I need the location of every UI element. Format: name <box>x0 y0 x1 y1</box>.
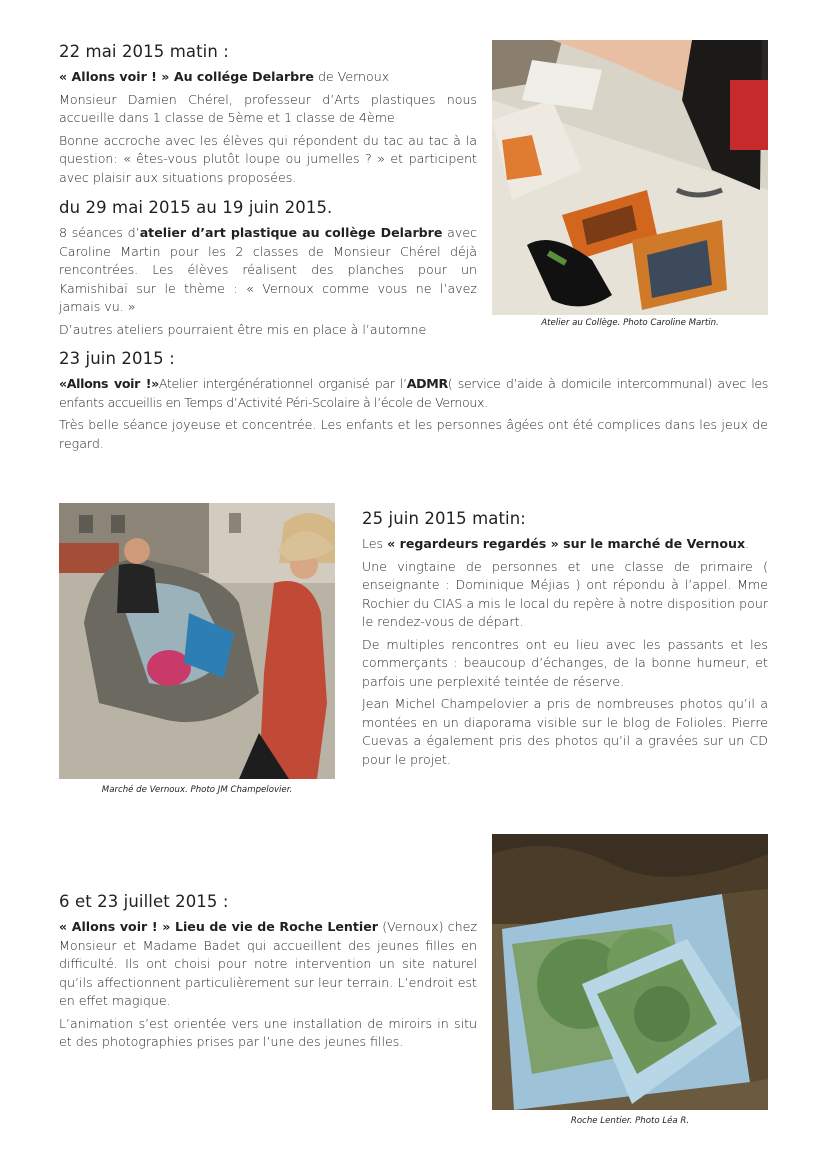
section-22-mai <box>59 42 477 191</box>
paragraph: D’autres ateliers pourraient être mis en place à l’automne <box>59 321 427 337</box>
photo-roche-image <box>492 834 768 1110</box>
paragraph: L’animation s’est orientée vers une installation de miroirs in situ et des photographies prises par l’une des jeunes filles. <box>59 1015 477 1049</box>
paragraph: Monsieur Damien Chérel, professeur d’Arts plastiques nous accueille dans 1 classe de 5ème et 1 classe de 4ème <box>59 91 477 125</box>
section-lead: Les « regardeurs regardés » sur le marché de Vernoux. <box>362 536 750 551</box>
caption-roche: Roche Lentier. Photo Léa R. <box>570 1116 690 1126</box>
photo-college <box>492 40 768 315</box>
section-lead: « Allons voir ! » Au collége Delarbre de Vernoux <box>59 69 390 84</box>
photo-marche-image <box>59 503 335 779</box>
section-lead: «Allons voir !»Atelier intergénérationnel organisé par l’ADMR( service d’aide à domicile intercommunal) avec les enfants accueillis en Temps d’Activité Péri-Scolaire à l’école de Vernoux. <box>59 376 769 410</box>
section-heading: 25 juin 2015 matin: <box>362 509 526 528</box>
section-heading: 23 juin 2015 : <box>59 349 175 368</box>
section-lead: « Allons voir ! » Lieu de vie de Roche Lentier (Vernoux) chez Monsieur et Madame Badet qui accueillent des jeunes filles en difficulté. Ils ont choisi pour notre intervention un site naturel qu’ils affectionnent particulièrement sur leur terrain. L’endroit est en effet magique. <box>59 919 477 1008</box>
section-29-mai <box>59 198 477 343</box>
photo-marche <box>59 503 335 779</box>
paragraph: Bonne accroche avec les élèves qui répondent du tac au tac à la question: « êtes-vous plutôt loupe ou jumelles ? » et participent avec plaisir aux situations proposées. <box>59 132 477 185</box>
paragraph: Très belle séance joyeuse et concentrée. Les enfants et les personnes âgées ont été complices dans les jeux de regard. <box>59 417 768 451</box>
section-lead: 8 séances d’atelier d’art plastique au collège Delarbre avec Caroline Martin pour les 2 classes de Monsieur Chérel déjà rencontrées. Les élèves réalisent des planches pour un Kamishibaï sur le thème : « Vernoux comme vous ne l’avez jamais vu. » <box>59 225 477 314</box>
photo-roche <box>492 834 768 1110</box>
section-25-juin <box>362 509 768 773</box>
paragraph: Une vingtaine de personnes et une classe de primaire ( enseignante : Dominique Méjias ) ont répondu à l’appel. Mme Rochier du CIAS a mis le local du repère à notre disposition pour le rendez-vous de départ. <box>362 558 768 629</box>
section-heading: 22 mai 2015 matin : <box>59 42 229 61</box>
caption-college: Atelier au Collège. Photo Caroline Martin. <box>541 318 719 328</box>
section-23-juin <box>59 349 768 457</box>
caption-marche: Marché de Vernoux. Photo JM Champelovier. <box>101 785 293 795</box>
paragraph: De multiples rencontres ont eu lieu avec les passants et les commerçants : beaucoup d’échanges, de la bonne humeur, et parfois une perplexité teintée de réserve. <box>362 636 768 689</box>
section-heading: 6 et 23 juillet 2015 : <box>59 892 229 911</box>
paragraph: Jean Michel Champelovier a pris de nombreuses photos qu’il a montées en un diaporama visible sur le blog de Folioles. Pierre Cuevas a également pris des photos qu’il a gravées sur un CD pour le projet. <box>362 696 768 767</box>
section-juillet <box>59 892 477 1056</box>
section-heading: du 29 mai 2015 au 19 juin 2015. <box>59 198 333 217</box>
photo-college-image <box>492 40 768 315</box>
